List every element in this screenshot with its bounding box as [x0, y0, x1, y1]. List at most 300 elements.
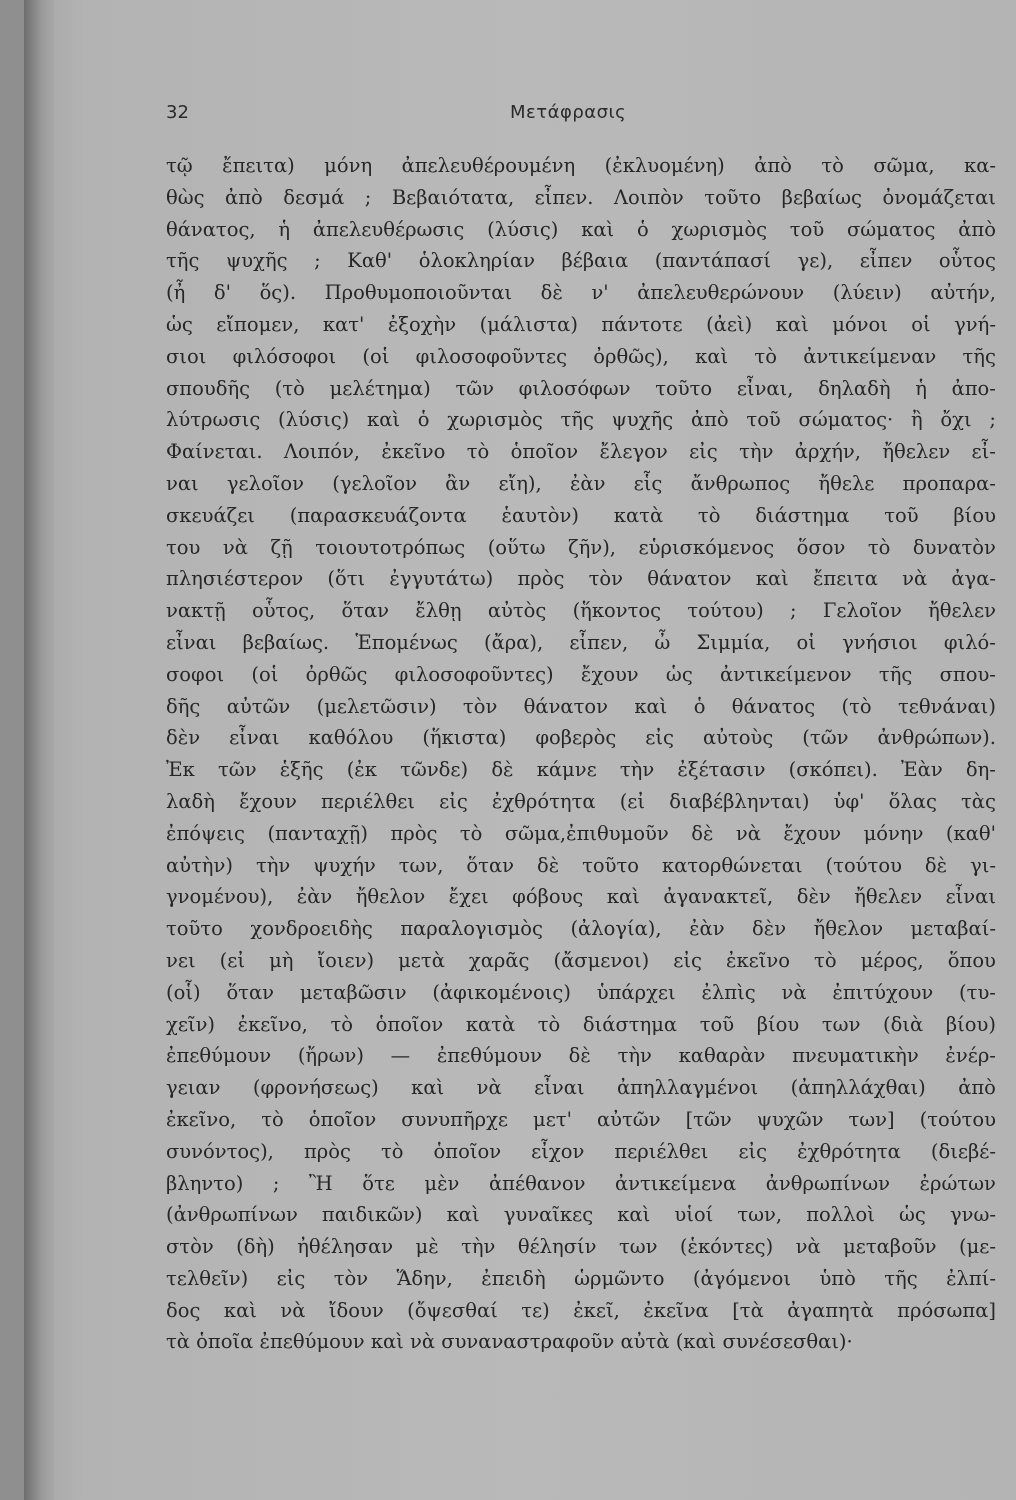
text-word: ὑφ' — [833, 789, 865, 813]
text-word: ὡς — [166, 312, 193, 336]
text-word: χωρισμὸς — [671, 217, 768, 241]
text-line — [166, 150, 996, 182]
text-word: ὑπὸ — [819, 1266, 856, 1290]
text-word: εἰς — [738, 1139, 768, 1163]
text-word: τὴν — [739, 440, 774, 464]
text-word: (ἥκιστα) — [422, 726, 507, 750]
text-word: εἶ- — [971, 440, 996, 464]
text-word: συναναστραφοῦν — [441, 1330, 615, 1354]
text-word: ἐκεῖνο — [725, 948, 790, 972]
text-word: μόνην — [863, 821, 924, 845]
text-word: περιέλθει — [320, 789, 415, 813]
text-word: ; — [272, 1171, 280, 1195]
text-word: στὸν — [166, 1235, 214, 1259]
text-word: αὐτὰ — [620, 1330, 670, 1354]
text-word: ἐπειδὴ — [481, 1266, 546, 1290]
text-line — [166, 404, 996, 436]
text-word: Φαίνεται. — [166, 440, 263, 464]
text-word: καὶ — [606, 885, 640, 909]
text-word: καὶ — [775, 312, 809, 336]
text-line — [166, 913, 996, 945]
text-word: ὅλας — [888, 789, 937, 813]
text-word: θάνατον — [647, 567, 732, 591]
text-word: κατὰ — [613, 503, 664, 527]
text-word: τῆς — [560, 408, 594, 432]
text-word: πρὸς — [303, 1139, 351, 1163]
text-word: δος — [166, 1298, 201, 1322]
text-word: διάστημα — [755, 503, 850, 527]
text-word: (ἀνθρωπίνων — [166, 1203, 298, 1227]
text-word: ἀνθρώπων). — [877, 726, 996, 750]
text-line — [166, 1136, 996, 1168]
text-word: (εἰ — [219, 948, 246, 972]
text-word: γνήσιοι — [842, 630, 918, 654]
text-word: ἔπειτα) — [222, 154, 295, 177]
text-word: καὶ — [617, 1203, 651, 1227]
text-word: κατὰ — [465, 1012, 516, 1036]
text-word: (ἐκ — [346, 758, 377, 782]
text-word: εἰς — [689, 440, 718, 464]
text-word: θάνατον — [523, 694, 608, 718]
text-word: ἐπόψεις — [166, 821, 245, 845]
text-word: ἐκεῖνο, — [237, 1012, 308, 1036]
text-word: ἐὰν — [689, 917, 725, 941]
text-word: δῆς — [166, 694, 201, 718]
text-word: γυναῖκες — [503, 1203, 594, 1227]
text-line — [166, 722, 996, 754]
text-word: χονδροειδὴς — [250, 917, 373, 941]
text-word: τοῦτο — [704, 185, 762, 209]
text-word: ἀπὸ — [225, 185, 263, 209]
text-word: χαρᾶς — [468, 948, 530, 972]
text-word: των] — [848, 1107, 895, 1131]
text-word: ἀπὸ — [958, 1076, 996, 1100]
text-word: ἀπηλλαγμένοι — [616, 1076, 759, 1100]
text-word: ναι — [166, 471, 199, 495]
text-word: εἶπεν — [859, 249, 913, 273]
text-word: (ἀγόμενοι — [692, 1266, 792, 1290]
text-word: θὼς — [166, 185, 205, 209]
text-word: τὸ — [821, 154, 844, 177]
text-word: λαδὴ — [166, 789, 215, 813]
text-word: ἤθελε — [818, 471, 875, 495]
text-word: δυνατὸν — [912, 535, 996, 559]
text-line — [166, 182, 996, 214]
text-word: (τῶν — [802, 726, 849, 750]
text-line — [166, 436, 996, 468]
text-word: πρὸς — [517, 567, 565, 591]
text-word: (ἥκοντος — [572, 599, 662, 623]
text-word: γνή- — [954, 312, 996, 336]
text-word: (παντάπασί — [654, 249, 772, 273]
text-word: ὅταν — [226, 980, 274, 1004]
text-word: ὦ — [654, 630, 671, 654]
text-word: φιλοσοφοῦντες) — [394, 662, 554, 686]
text-word: (δὴ) — [236, 1235, 275, 1259]
text-word: ἠθέλησαν — [297, 1235, 394, 1259]
text-word: τὸν — [462, 694, 498, 718]
text-word: ; — [364, 185, 372, 209]
text-word: ὡς — [665, 662, 693, 686]
text-word: σώματος· — [798, 408, 894, 432]
text-word: τοῦ — [699, 1012, 735, 1036]
text-word: μόνοι — [832, 312, 888, 336]
text-word: ὁποῖον — [308, 1107, 377, 1131]
text-word: οἱ — [911, 312, 931, 336]
text-word: ὅτε — [362, 1171, 395, 1195]
text-word: νὰ — [410, 1330, 436, 1354]
text-word: σπουδῆς — [166, 376, 251, 400]
text-word: οὗτος — [938, 249, 996, 273]
text-word: (πανταχῇ) — [267, 821, 368, 845]
text-word: αὐτὸς — [487, 599, 547, 623]
text-word: σιοι — [166, 344, 207, 368]
text-word: (γελοῖον — [332, 471, 417, 495]
text-word: τὸ — [867, 535, 891, 559]
text-line — [166, 468, 996, 500]
text-word: ζῇ — [270, 535, 293, 559]
text-word: μετ' — [533, 1107, 572, 1131]
text-word: ἀντικείμενα — [615, 1171, 737, 1195]
text-word: ἤθελεν — [882, 440, 951, 464]
text-word: δὲν — [752, 917, 787, 941]
text-word: τῷ — [166, 154, 193, 177]
text-word: (τυ- — [959, 980, 996, 1004]
text-word: τὸ — [537, 1012, 561, 1036]
text-word: τὸ — [697, 503, 721, 527]
text-word: αὐτήν, — [930, 281, 996, 305]
text-word: ἐπεθύμουν — [259, 1330, 365, 1354]
text-word: των, — [737, 1203, 783, 1227]
text-word: (λύειν) — [832, 281, 902, 305]
text-word: ὁλοκληρίαν — [418, 249, 535, 273]
text-word: ἐὰν — [569, 471, 606, 495]
text-word: ἐξοχὴν — [387, 312, 457, 336]
text-word: εἶναι — [166, 630, 217, 654]
text-word: ἔπειτα — [812, 567, 878, 591]
text-word: δηλαδὴ — [818, 376, 891, 400]
text-word: ἐπεθύμουν — [436, 1044, 542, 1068]
text-line — [166, 1104, 996, 1136]
text-word: βεβαίως — [781, 185, 862, 209]
text-word: νὰ — [902, 567, 928, 591]
text-word: τὸν — [333, 1266, 369, 1290]
text-word: των — [618, 1235, 658, 1259]
text-word: των — [821, 1012, 861, 1036]
text-word: (ἄρα), — [483, 630, 544, 654]
text-word: ἔχουν — [783, 821, 842, 845]
text-word: ψυχήν — [313, 853, 376, 877]
text-word: εὑρισκόμενος — [638, 535, 775, 559]
text-word: θέλησίν — [517, 1235, 597, 1259]
text-word: (με- — [958, 1235, 996, 1259]
text-word: τὰ — [166, 1330, 190, 1354]
text-word: ἢ — [910, 408, 923, 432]
text-word: (λύσις) — [277, 408, 350, 432]
text-line — [166, 1040, 996, 1072]
text-word: νὰ — [795, 1235, 821, 1259]
text-word: βληντο) — [166, 1171, 244, 1195]
text-word: βεβαίως. — [242, 630, 330, 654]
text-word: νακτῇ — [166, 599, 226, 623]
text-word: δεσμά — [283, 185, 345, 209]
text-word: μεταβαί- — [910, 917, 996, 941]
text-word: ψυχῶν — [756, 1107, 824, 1131]
text-word: δη- — [965, 758, 996, 782]
text-word: τῶν — [218, 758, 257, 782]
text-word: εἶναι — [229, 726, 280, 750]
text-word: γε), — [797, 249, 834, 273]
text-word: ὅσον — [796, 535, 846, 559]
text-word: των, — [398, 853, 444, 877]
text-word: ὅς). — [259, 281, 297, 305]
text-word: [τῶν — [685, 1107, 732, 1131]
text-word: προπαρα- — [902, 471, 996, 495]
text-word: τοῦ — [789, 217, 825, 241]
text-word: ἴδουν — [328, 1298, 384, 1322]
text-word: (ἀφικομένοις) — [432, 980, 571, 1004]
text-word: μόνη — [324, 154, 373, 177]
text-line — [166, 1009, 996, 1041]
text-word: (ἑκόντες) — [679, 1235, 774, 1259]
text-word: τῶν — [455, 376, 494, 400]
text-word: τούτου) — [687, 599, 764, 623]
text-word: παιδικῶν) — [321, 1203, 423, 1227]
text-word: ἀγα- — [951, 567, 996, 591]
text-word: τῆς — [878, 662, 913, 686]
text-word: τὸ — [330, 1012, 354, 1036]
text-word: (οἱ — [251, 662, 279, 686]
text-word: (παρασκευάζοντα — [289, 503, 467, 527]
text-line — [166, 786, 996, 818]
text-word: εἶναι — [534, 1076, 585, 1100]
text-word: φόβους — [512, 885, 584, 909]
text-word: (ἐκλυομένη) — [604, 154, 725, 177]
text-word: (ὅτι — [327, 567, 366, 591]
text-word: τὴν — [461, 1235, 496, 1259]
text-line — [166, 881, 996, 913]
text-word: εἰς — [276, 1266, 306, 1290]
text-word: γι- — [970, 853, 996, 877]
text-word: εἴπομεν, — [216, 312, 300, 336]
text-word: καὶ — [695, 344, 729, 368]
text-word: κατ' — [322, 312, 365, 336]
text-word: δὲ — [924, 853, 948, 877]
text-word: συνυπῆρχε — [401, 1107, 509, 1131]
text-word: δὲν — [166, 726, 201, 750]
text-word: (οἷ) — [166, 980, 201, 1004]
text-line — [166, 1199, 996, 1231]
text-word: Ἐὰν — [901, 758, 943, 782]
text-word: ὅταν — [466, 853, 514, 877]
text-word: (μάλιστα) — [479, 312, 578, 336]
text-word: ἐλπὶς — [701, 980, 756, 1004]
text-word: (οἱ — [362, 344, 390, 368]
text-word: ἤθελον — [813, 917, 884, 941]
text-word: εἷς — [633, 471, 663, 495]
text-word: Βεβαιότατα, — [391, 185, 515, 209]
text-word: ἐχθρότητα — [797, 1139, 901, 1163]
text-word: τῆς — [166, 249, 200, 273]
text-word: δὲ — [568, 1044, 591, 1068]
text-line — [166, 627, 996, 659]
text-word: καὶ — [367, 408, 401, 432]
text-word: ἐχθρότητα — [491, 789, 596, 813]
text-word: κα- — [964, 154, 996, 177]
text-word: (καὶ — [675, 1330, 717, 1354]
text-line — [166, 818, 996, 850]
text-line — [166, 1263, 996, 1295]
text-word: πνευματικὴν — [792, 1044, 919, 1068]
text-word: (καθ' — [945, 821, 996, 845]
text-word: μεταβῶσιν — [299, 980, 407, 1004]
text-word: δὲ — [491, 758, 514, 782]
text-word: βίου — [953, 503, 996, 527]
text-word: ἀντικείμεναν — [803, 344, 937, 368]
text-word: Ἑπομένως — [355, 630, 458, 654]
text-word: ; — [314, 249, 321, 273]
text-line — [166, 659, 996, 691]
text-word: βέβαια — [561, 249, 629, 273]
text-word: ἀπο- — [951, 376, 996, 400]
text-line — [166, 1072, 996, 1104]
text-word: μετὰ — [398, 948, 445, 972]
text-word: ἀπελευθέρουμένη — [401, 154, 576, 177]
text-word: δὲ — [691, 821, 714, 845]
text-word: μέρος, — [860, 948, 924, 972]
text-word: (ἄσμενοι) — [553, 948, 650, 972]
text-word: ἀπέθανον — [488, 1171, 586, 1195]
text-word: γνω- — [949, 1203, 996, 1227]
text-word: ἐπεθύμουν — [166, 1044, 272, 1068]
text-word: (ἦ — [166, 281, 186, 305]
text-word: ἐκεῖ, — [573, 1298, 620, 1322]
text-word: εἶπεν. — [534, 185, 594, 209]
text-word: ὁποῖον — [433, 1139, 502, 1163]
text-line — [166, 1295, 996, 1327]
text-word: ἀπὸ — [754, 154, 792, 177]
text-word: ; — [989, 408, 996, 432]
text-word: ἐκεῖνο, — [166, 1107, 237, 1131]
text-word: χωρισμὸς — [447, 408, 543, 432]
text-line — [166, 309, 996, 341]
text-word: τὸ — [459, 821, 483, 845]
text-word: ὀνομάζεται — [882, 185, 996, 209]
text-word: φιλόσοφοι — [232, 344, 337, 368]
text-word: (ἀλογία), — [570, 917, 662, 941]
text-word: δὲ — [536, 853, 560, 877]
text-word: αὐτοὺς — [702, 726, 774, 750]
text-word: ἐξέτασιν — [677, 758, 766, 782]
text-word: εἶπεν, — [569, 630, 629, 654]
text-word: ἤθελον — [355, 885, 426, 909]
text-word: κατορθώνεται — [662, 853, 803, 877]
text-line — [166, 500, 996, 532]
text-line — [166, 1326, 996, 1358]
text-line — [166, 850, 996, 882]
text-word: Σιμμία, — [696, 630, 771, 654]
text-word: καὶ — [581, 217, 615, 241]
text-word: σῶμα,ἐπιθυμοῦν — [504, 821, 669, 845]
text-word: ὁ — [637, 217, 649, 241]
text-word: τὸ — [380, 1139, 404, 1163]
text-word: υἱοί — [674, 1203, 714, 1227]
text-word: τὴν — [255, 853, 291, 877]
text-word: τοῦτο — [582, 853, 640, 877]
text-word: οἱ — [796, 630, 816, 654]
text-word: εἴη), — [498, 471, 542, 495]
text-word: ὁποῖον — [375, 1012, 444, 1036]
text-word: συνέσεσθαι)· — [722, 1330, 853, 1354]
text-word: καὶ — [755, 567, 789, 591]
text-word: νὰ — [280, 1298, 306, 1322]
text-line — [166, 691, 996, 723]
text-word: καὶ — [370, 1330, 404, 1354]
text-word: ὅπου — [947, 948, 996, 972]
text-word: ἐρώτων — [919, 1171, 996, 1195]
text-word: [τὰ — [732, 1298, 764, 1322]
text-word: (φρονήσεως) — [252, 1076, 379, 1100]
text-word: πρόσωπα] — [897, 1298, 996, 1322]
text-word: διαβέβληνται) — [669, 789, 810, 813]
text-word: ἔλεγον — [599, 440, 668, 464]
text-word: τὴν — [619, 758, 655, 782]
text-word: παραλογισμὸς — [400, 917, 543, 941]
text-word: (τὸ — [841, 694, 872, 718]
text-word: τὰς — [961, 789, 996, 813]
text-word: ἀπελευθέρωσις — [312, 217, 465, 241]
text-word: Λοιπὸν — [613, 185, 684, 209]
text-word: (οὕτω — [487, 535, 546, 559]
text-line — [166, 945, 996, 977]
text-word: εἰς — [673, 948, 702, 972]
text-word: τοῦτο — [166, 917, 223, 941]
text-word: ἔχουν — [239, 789, 297, 813]
text-word: συνόντος), — [166, 1139, 274, 1163]
body-text — [166, 150, 996, 1358]
book-spine-shadow — [24, 0, 54, 1500]
text-word: γελοῖον — [226, 471, 305, 495]
text-word: πλησιέστερον — [166, 567, 304, 591]
text-word: εἶναι — [945, 885, 996, 909]
text-line — [166, 214, 996, 246]
text-word: καθαρὰν — [678, 1044, 766, 1068]
text-word: ἔχουν — [580, 662, 639, 686]
text-word: πολλοὶ — [806, 1203, 875, 1227]
text-word: σπου- — [939, 662, 996, 686]
text-word: φιλοσόφων — [518, 376, 631, 400]
text-word: ἐπιτύχουν — [832, 980, 934, 1004]
text-word: ἐκεῖνα — [643, 1298, 709, 1322]
text-word: περιέλθει — [614, 1139, 709, 1163]
text-line — [166, 1231, 996, 1263]
text-word: καὶ — [446, 1203, 480, 1227]
text-word: φιλοσοφοῦντες — [415, 344, 568, 368]
text-word: ἐλπί- — [946, 1266, 996, 1290]
text-word: κάμνε — [536, 758, 597, 782]
text-word: ἑαυτὸν) — [501, 503, 579, 527]
text-word: ἐγγυτάτω) — [389, 567, 494, 591]
text-word: ἀγαπητὰ — [787, 1298, 874, 1322]
text-line — [166, 245, 996, 277]
text-word: ἤθελεν — [928, 599, 996, 623]
text-word: ἀπὸ — [690, 408, 729, 432]
text-word: δ' — [213, 281, 231, 305]
text-word: τοῦ — [884, 503, 919, 527]
text-word: (μελετῶσιν) — [316, 694, 437, 718]
text-word: αὐτῶν — [596, 1107, 661, 1131]
text-word: Ἅδην, — [396, 1266, 453, 1290]
